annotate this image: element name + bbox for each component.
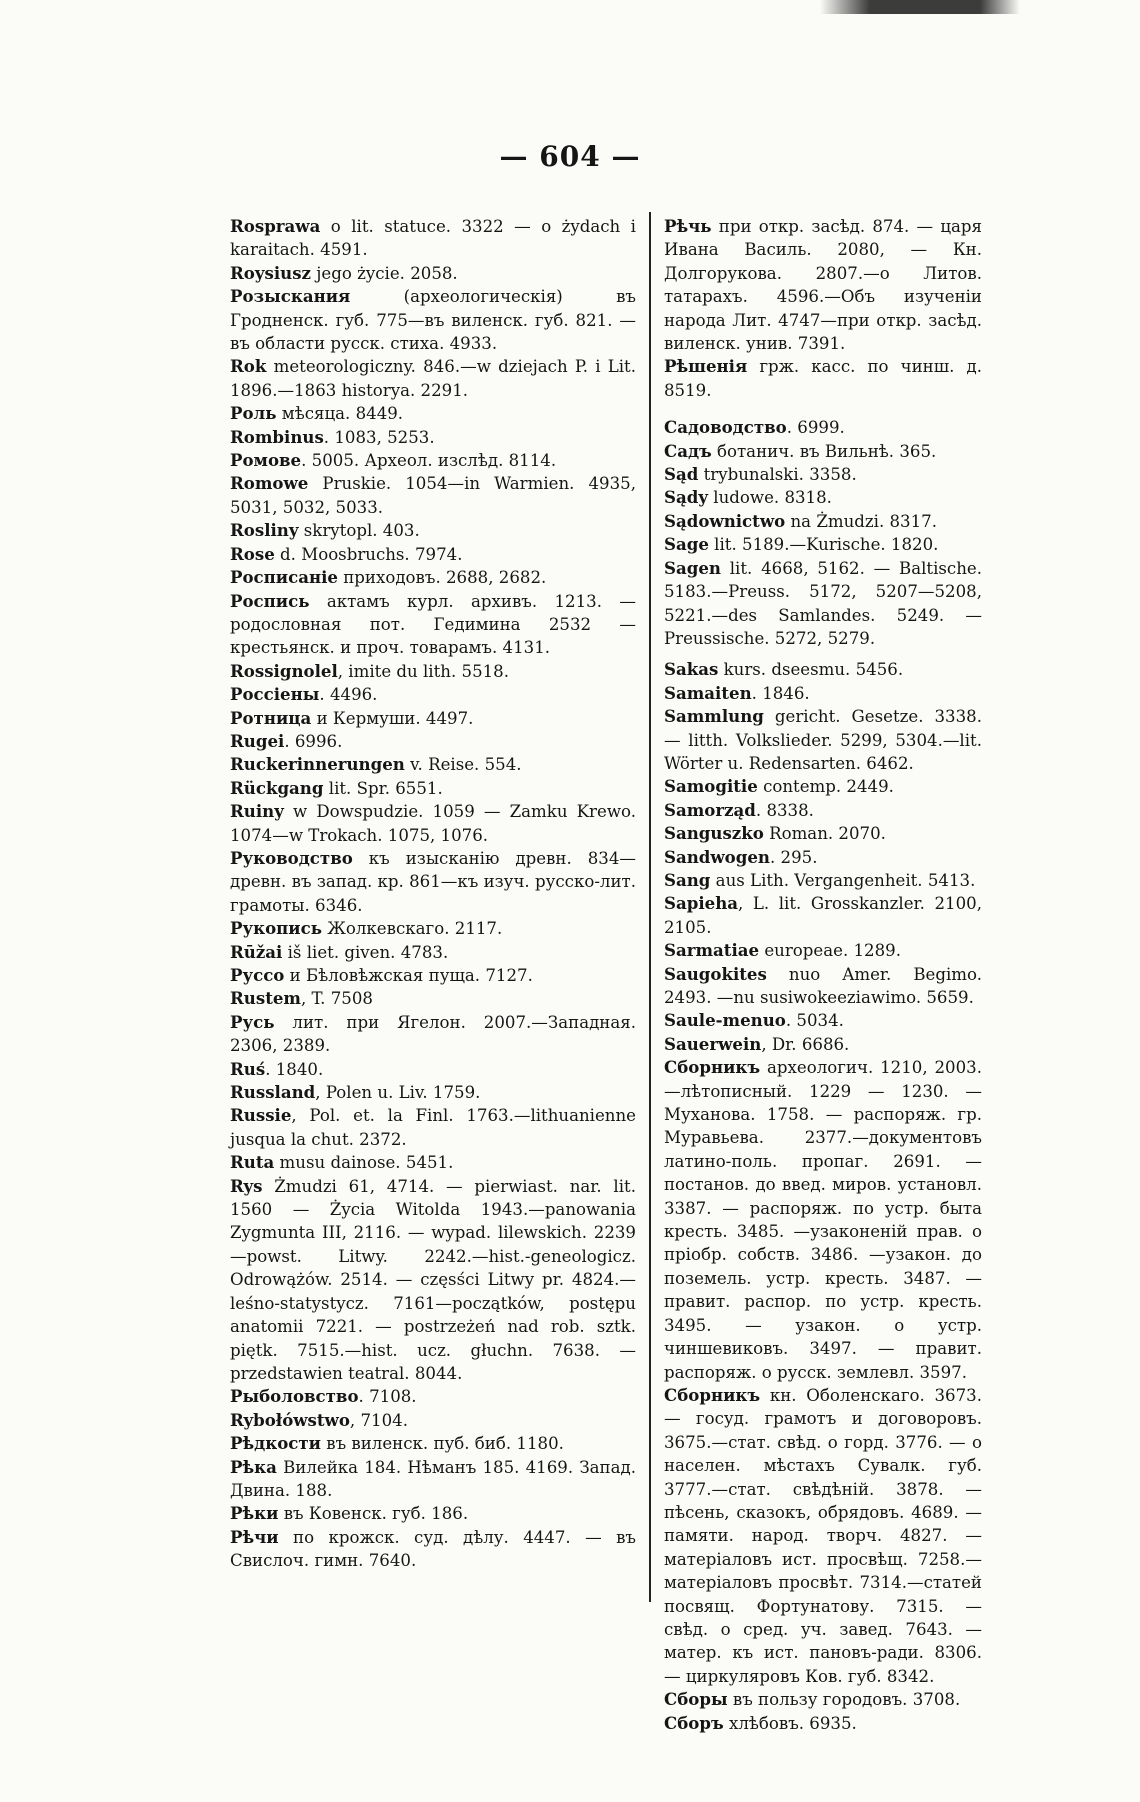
entry-references: Вилейка 184. Нѣманъ 185. 4169. Запад. Двина. 188.	[230, 1457, 636, 1500]
entry-references: . 1840.	[265, 1059, 324, 1079]
index-entry	[230, 730, 636, 753]
entry-references: археологич. 1210, 2003.—лѣтописный. 1229 — 1230. — Мухановa. 1758. — распоряж. гр. Муравьева. 2377.—документовъ латино-поль. пропаг. 2691. — постанов. до введ. миров. установл. 3387. — распоряж. по устр. быта кресть. 3485. —узаконеній прав. о пріобр. собств. 3486. —узакон. до поземель. устр. кресть. 3487. — правит. распор. по устр. кресть. 3495. — узакон. о устр. чиншевиковъ. 3497. — правит. распоряж. о русск. землевл. 3597.	[664, 1058, 982, 1382]
entry-references: d. Moosbruchs. 7974.	[274, 544, 463, 564]
entry-references: въ пользу городовъ. 3708.	[727, 1690, 961, 1710]
entry-headword: Sapieha	[664, 893, 739, 914]
top-scan-mark	[820, 0, 1020, 14]
entry-headword: Roysiusz	[230, 262, 311, 283]
entry-headword: Руссо	[230, 965, 285, 985]
entry-references: w Dowspudzie. 1059 — Zamku Krewo. 1074—w Trokach. 1075, 1076.	[230, 802, 636, 845]
index-entry	[664, 869, 982, 892]
entry-references: , 7104.	[349, 1410, 408, 1430]
entry-references: lit. 4668, 5162. — Baltische. 5183.—Preuss. 5172, 5207—5208, 5221.—des Samlandes. 5249. — Preussische. 5272, 5279.	[664, 558, 982, 648]
entry-references: , Pol. et. la Finl. 1763.—lithuanienne jusqua la chut. 2372.	[230, 1106, 636, 1149]
index-entry	[230, 1175, 636, 1386]
entry-references: aus Lith. Vergangenheit. 5413.	[710, 870, 976, 890]
index-entry	[664, 416, 982, 439]
entry-headword: Rosprawa	[230, 216, 321, 236]
entry-references: . 4496.	[319, 685, 378, 705]
index-entry	[230, 1151, 636, 1174]
index-entry	[664, 1384, 982, 1688]
entry-headword: Sąd	[664, 464, 699, 485]
entry-headword: Ruckerinnerungen	[230, 754, 405, 775]
entry-references: актамъ курл. архивъ. 1213. — родословная пот. Гедимина 2532 — крестьянск. и проч. товарамъ. 4131.	[230, 591, 636, 658]
entry-references: o lit. statuce. 3322 — o żydach i karaitach. 4591.	[230, 217, 636, 260]
entry-headword: Sanguszko	[664, 823, 764, 844]
entry-headword: Ромове	[230, 450, 302, 471]
entry-references: v. Reise. 554.	[404, 755, 522, 775]
entry-references: . 295.	[769, 847, 818, 867]
index-entry	[664, 682, 982, 705]
entry-headword: Romowe	[230, 473, 309, 494]
entry-references: , imite du lith. 5518.	[337, 661, 510, 681]
entry-headword: Рѣка	[230, 1456, 277, 1477]
entry-headword: Розыскания	[230, 286, 351, 307]
index-entry	[664, 486, 982, 509]
index-entry	[230, 1058, 636, 1081]
entry-headword: Sauerwein	[664, 1033, 762, 1054]
entry-headword: Роль	[230, 403, 277, 424]
index-entry	[230, 660, 636, 683]
entry-headword: Рѣчи	[230, 1526, 279, 1547]
entry-references: (археологическія) въ Гродненск. губ. 775—въ виленск. губ. 821. —въ области русск. стиха. 4933.	[230, 287, 636, 354]
entry-references: по крожск. суд. дѣлу. 4447. — въ Свислоч. гимн. 7640.	[230, 1527, 636, 1571]
entry-references: kurs. dseesmu. 5456.	[718, 660, 904, 680]
entry-headword: Russie	[230, 1105, 292, 1126]
entry-references: и Кермуши. 4497.	[311, 708, 474, 728]
entry-headword: Ruiny	[230, 801, 284, 822]
index-entry	[230, 987, 636, 1010]
entry-headword: Рѣдкости	[230, 1433, 321, 1454]
index-entry	[230, 847, 636, 917]
entry-headword: Sądy	[664, 487, 708, 508]
entry-headword: Руководство	[230, 847, 353, 868]
index-entry	[230, 777, 636, 800]
entry-references: iš liet. given. 4783.	[282, 942, 449, 962]
index-entry	[230, 707, 636, 730]
entry-headword: Saule-menuo	[664, 1010, 786, 1031]
entry-references: Pruskie. 1054—in Warmien. 4935, 5031, 5032, 5033.	[230, 474, 636, 517]
entry-headword: Рѣчь	[664, 216, 712, 236]
entry-references: хлѣбовъ. 6935.	[723, 1713, 857, 1733]
index-entry	[230, 800, 636, 847]
entry-headword: Сборникъ	[664, 1384, 761, 1405]
index-entry	[664, 463, 982, 486]
index-entry	[664, 892, 982, 939]
index-entry	[230, 262, 636, 285]
entry-headword: Rūžai	[230, 941, 283, 962]
entry-headword: Rossignolel	[230, 660, 338, 681]
entry-references: skrytopl. 403.	[298, 521, 420, 541]
entry-headword: Sakas	[664, 659, 719, 680]
index-entry	[230, 1011, 636, 1058]
index-entry	[664, 963, 982, 1010]
index-entry	[230, 519, 636, 542]
column-divider	[649, 212, 651, 1602]
page-number: — 604 —	[499, 140, 641, 173]
entry-references: trybunalski. 3358.	[698, 465, 857, 485]
index-entry	[230, 753, 636, 776]
entry-references: Roman. 2070.	[763, 824, 886, 844]
entry-references: ludowe. 8318.	[707, 488, 832, 508]
entry-headword: Ротница	[230, 707, 312, 728]
index-entry	[664, 846, 982, 869]
entry-references: lit. Spr. 6551.	[323, 778, 443, 798]
entry-headword: Рыболовство	[230, 1386, 359, 1407]
entry-headword: Русь	[230, 1011, 275, 1032]
entry-references: въ виленск. пуб. биб. 1180.	[320, 1434, 564, 1454]
entry-references: грж. касс. по чинш. д. 8519.	[664, 357, 982, 400]
entry-references: gericht. Gesetze. 3338. — litth. Volkslieder. 5299, 5304.—lit. Wörter u. Redensarten. 6462.	[664, 707, 982, 773]
index-entry	[230, 1502, 636, 1525]
index-entry	[664, 1056, 982, 1384]
index-entry	[230, 1409, 636, 1432]
entry-references: ботанич. въ Вильнѣ. 365.	[711, 441, 937, 461]
index-entry	[230, 215, 636, 262]
entry-headword: Россіены	[230, 684, 320, 705]
entry-references: . 6999.	[786, 418, 845, 438]
entry-references: лит. при Ягелон. 2007.—Западная. 2306, 2389.	[230, 1012, 636, 1056]
entry-references: . 8338.	[755, 800, 814, 820]
entry-references: lit. 5189.—Kurische. 1820.	[708, 535, 939, 555]
entry-headword: Сборникъ	[664, 1057, 761, 1078]
index-entry	[664, 510, 982, 533]
entry-headword: Sage	[664, 534, 709, 555]
entry-references: nuo Amer. Begimo. 2493. —nu susiwokeeziawimo. 5659.	[664, 964, 982, 1007]
entry-references: и Бѣловѣжская пуща. 7127.	[284, 966, 533, 985]
entry-headword: Сборъ	[664, 1712, 724, 1733]
entry-headword: Rosliny	[230, 520, 299, 541]
index-entry	[230, 355, 636, 402]
entry-headword: Садъ	[664, 440, 712, 461]
index-entry	[664, 1009, 982, 1032]
index-entry	[230, 449, 636, 472]
entry-references: . 5034.	[785, 1011, 844, 1031]
index-entry	[230, 964, 636, 987]
index-entry	[664, 215, 982, 355]
entry-references: кн. Оболенскаго. 3673. — госуд. грамотъ и договоровъ. 3675.—стат. свѣд. о горд. 3776. — о населен. мѣстахъ Сувалк. губ. 3777.—стат. свѣдѣній. 3878. — пѣсень, сказокъ, обрядовъ. 4689. — памяти. народ. творч. 4827. — матеріаловъ ист. просвѣщ. 7258.—матеріаловъ просвѣт. 7314.—статей посвящ. Фортунатову. 7315. — свѣд. о сред. уч. завед. 7643. — матер. къ ист. пановъ-ради. 8306. — циркуляровъ Ков. губ. 8342.	[664, 1385, 982, 1686]
index-entry	[664, 799, 982, 822]
index-entry	[664, 440, 982, 463]
index-entry	[230, 543, 636, 566]
index-entry	[230, 590, 636, 660]
entry-headword: Росписаніе	[230, 567, 338, 588]
entry-references: na Żmudzi. 8317.	[785, 511, 937, 531]
entry-headword: Russland	[230, 1082, 316, 1103]
entry-headword: Sang	[664, 869, 711, 890]
entry-headword: Rose	[230, 543, 275, 564]
entry-references: . 1846.	[751, 683, 810, 703]
index-entry	[230, 402, 636, 425]
entry-references: europeae. 1289.	[759, 941, 901, 961]
entry-headword: Samorząd	[664, 799, 756, 820]
entry-headword: Sarmatiae	[664, 940, 760, 961]
entry-headword: Rok	[230, 356, 267, 377]
entry-headword: Sandwogen	[664, 846, 770, 867]
entry-references: . 6996.	[284, 731, 343, 751]
entry-references: jego życie. 2058.	[310, 263, 458, 283]
entry-headword: Sagen	[664, 557, 721, 578]
entry-headword: Rustem	[230, 988, 301, 1009]
entry-headword: Ruś	[230, 1058, 266, 1079]
index-entry	[230, 472, 636, 519]
index-entry	[230, 1432, 636, 1455]
entry-references: , Polen u. Liv. 1759.	[315, 1083, 481, 1103]
index-entry	[664, 1712, 982, 1735]
entry-headword: Rys	[230, 1175, 263, 1196]
entry-headword: Ruta	[230, 1152, 275, 1173]
entry-references: Жолкевскаго. 2117.	[321, 919, 503, 939]
entry-headword: Sammlung	[664, 706, 764, 727]
entry-references: приходовъ. 2688, 2682.	[337, 568, 547, 588]
index-entry	[664, 658, 982, 681]
index-entry	[664, 355, 982, 402]
right-column	[664, 215, 982, 1735]
entry-references: meteorologiczny. 846.—w dziejach P. i Lit. 1896.—1863 historya. 2291.	[230, 357, 636, 400]
index-entry	[230, 941, 636, 964]
index-entry	[664, 705, 982, 775]
index-entry	[664, 939, 982, 962]
entry-headword: Sądownictwo	[664, 510, 786, 531]
entry-headword: Рукопись	[230, 918, 322, 939]
index-entry	[230, 1526, 636, 1573]
entry-references: Żmudzi 61, 4714. — pierwiast. nar. lit. 1560 — Życia Witolda 1943.—panowania Zygmunta III, 2116. — wypad. lilewskich. 2239—powst. Litwy. 2242.—hist.-geneologicz. Odrowążów. 2514. — częsści Litwy pr. 4824.—leśno-statystycz. 7161—początków, postępu anatomii 7221. — postrzeżeń nad rob. sztk. piętk. 7515.—hist. ucz. głuchn. 7638. — przedstawien teatral. 8044.	[230, 1176, 636, 1383]
entry-references: . 7108.	[358, 1387, 417, 1407]
entry-headword: Rombinus	[230, 426, 324, 447]
entry-references: мѣсяца. 8449.	[276, 404, 404, 424]
entry-headword: Сборы	[664, 1689, 728, 1710]
entry-headword: Saugokites	[664, 963, 767, 984]
index-entry	[230, 1104, 636, 1151]
entry-headword: Samogitie	[664, 776, 758, 797]
entry-references: . 5005. Археол. изслѣд. 8114.	[301, 451, 557, 471]
entry-headword: Роспись	[230, 590, 310, 611]
entry-references: , Dr. 6686.	[761, 1034, 850, 1054]
entry-headword: Рѣшенія	[664, 356, 748, 377]
index-entry	[230, 426, 636, 449]
entry-references: contemp. 2449.	[757, 777, 894, 797]
index-entry	[664, 1688, 982, 1711]
entry-references: при откр. засѣд. 874. — царя Ивана Василь. 2080, — Кн. Долгорукова. 2807.—о Литов. татарахъ. 4596.—Объ изученіи народа Лит. 4747—при откр. засѣд. виленск. унив. 7391.	[664, 217, 982, 354]
index-entry	[230, 566, 636, 589]
index-entry	[230, 1081, 636, 1104]
index-entry	[230, 917, 636, 940]
index-entry	[230, 1385, 636, 1408]
entry-headword: Rugei	[230, 730, 285, 751]
entry-headword: Samaiten	[664, 682, 752, 703]
index-entry	[230, 683, 636, 706]
entry-headword: Рѣки	[230, 1503, 279, 1524]
entry-references: musu dainose. 5451.	[274, 1153, 454, 1173]
entry-headword: Rückgang	[230, 777, 324, 798]
entry-references: , T. 7508	[300, 989, 373, 1009]
entry-headword: Садоводство	[664, 417, 787, 438]
entry-references: , L. lit. Grosskanzler. 2100, 2105.	[664, 894, 982, 937]
left-column	[230, 215, 636, 1573]
index-entry	[664, 557, 982, 651]
index-entry	[664, 775, 982, 798]
index-entry	[664, 1033, 982, 1056]
entry-references: въ Ковенск. губ. 186.	[278, 1504, 469, 1524]
index-entry	[664, 533, 982, 556]
entry-references: . 1083, 5253.	[323, 427, 435, 447]
entry-headword: Rybołówstwo	[230, 1409, 350, 1430]
index-entry	[230, 1456, 636, 1503]
index-entry	[664, 822, 982, 845]
index-entry	[230, 285, 636, 355]
entry-references: къ изысканію древн. 834—древн. въ запад. кр. 861—къ изуч. русско-лит. грамоты. 6346.	[230, 848, 636, 915]
